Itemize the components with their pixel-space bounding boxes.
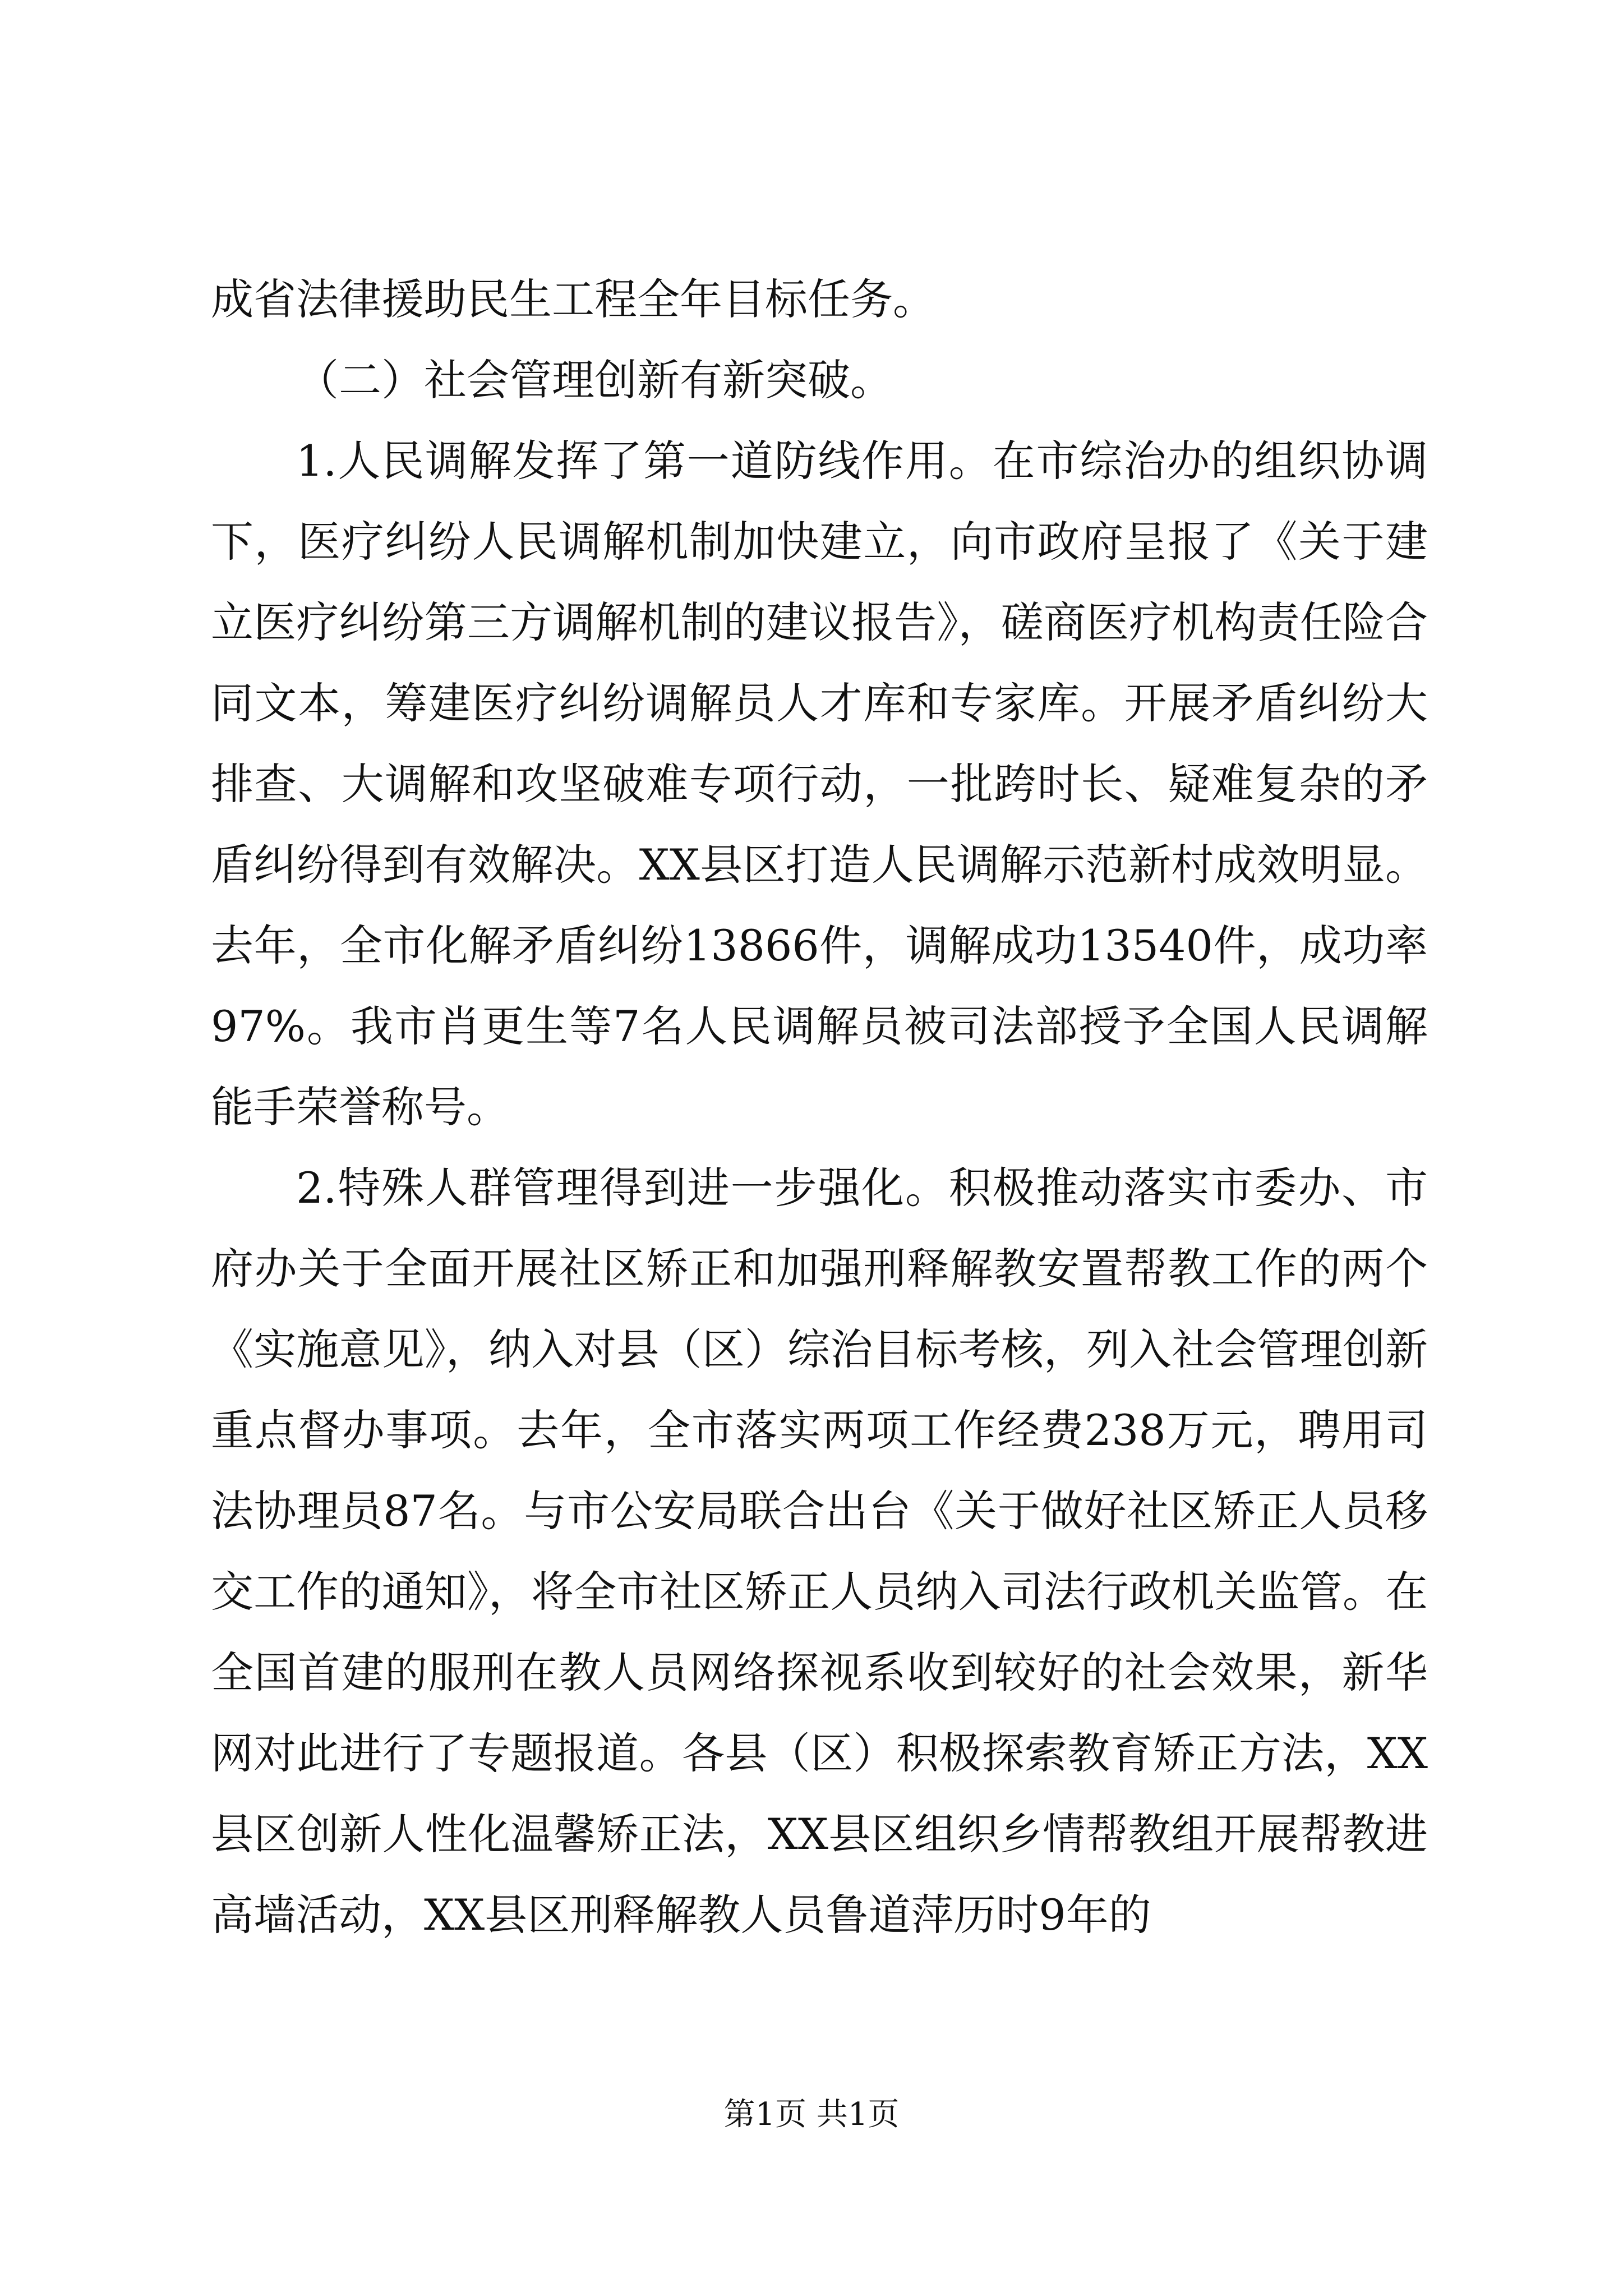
section-heading: （二）社会管理创新有新突破。 xyxy=(296,355,893,405)
paragraph-continuation: 成省法律援助民生工程全年目标任务。 xyxy=(211,274,935,324)
page-footer: 第1页 共1页 xyxy=(723,2096,900,2133)
document-body xyxy=(211,259,1428,1955)
paragraph-mediation: 1.人民调解发挥了第一道防线作用。在市综治办的组织协调下，医疗纠纷人民调解机制加快建立，向市政府呈报了《关于建立医疗纠纷第三方调解机制的建议报告》，磋商医疗机构责任险合同文本，筹建医疗纠纷调解员人才库和专家库。开展矛盾纠纷大排查、大调解和攻坚破难专项行动，一批跨时长、疑难复杂的矛盾纠纷得到有效解决。XX县区打造人民调解示范新村成效明显。去年，全市化解矛盾纠纷13866件，调解成功13540件，成功率97%。我市肖更生等7名人民调解员被司法部授予全国人民调解能手荣誉称号。 xyxy=(211,436,1428,1132)
paragraph-special-groups: 2.特殊人群管理得到进一步强化。积极推动落实市委办、市府办关于全面开展社区矫正和加强刑释解教安置帮教工作的两个《实施意见》，纳入对县（区）综治目标考核，列入社会管理创新重点督办事项。去年，全市落实两项工作经费238万元，聘用司法协理员87名。与市公安局联合出台《关于做好社区矫正人员移交工作的通知》，将全市社区矫正人员纳入司法行政机关监管。在全国首建的服刑在教人员网络探视系收到较好的社会效果，新华网对此进行了专题报道。各县（区）积极探索教育矫正方法，XX县区创新人性化温馨矫正法，XX县区组织乡情帮教组开展帮教进高墙活动，XX县区刑释解教人员鲁道萍历时9年的 xyxy=(211,1163,1428,1940)
